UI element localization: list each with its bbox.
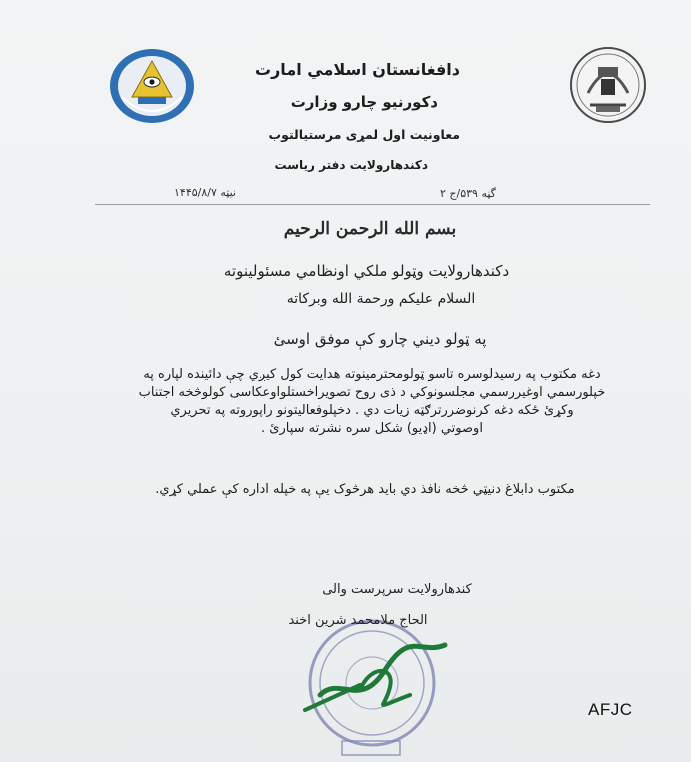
signatory-name: الحاج ملامحمد شرین اخند [288, 613, 428, 628]
signatory-title: کندهارولایت سرپرست والی [322, 582, 472, 597]
official-stamp [300, 615, 450, 760]
greeting: السلام علیکم ورحمة الله وبرکاته [286, 291, 476, 307]
letter-date: نیټه ۱۴۴۵/۸/۷ [174, 186, 236, 199]
addressee: دکندهارولایت وټولو ملکي اونظامي مسئولینوته [223, 262, 510, 280]
letter-body [108, 366, 636, 438]
closing-line: مکتوب دابلاغ دنیټي څخه نافذ دي باید هرڅوک یې په خپله اداره کې عملي کړي. [155, 482, 575, 497]
body-line: اوصوتي (اډیو) شکل سره نشرته سپارئ . [261, 421, 483, 436]
header-ministry: دکورنیو چارو وزارت [290, 93, 438, 111]
header-deputy: معاونیت اول لمړی مرستیالتوب [268, 127, 460, 142]
header-emirate: دافغانستان اسلامي امارت [255, 60, 460, 79]
body-line: خپلورسمي اوغیررسمي مجلسونوکي د ذی روح تصویراخستلواوعکاسی کولوڅخه اجتناب [138, 385, 606, 400]
header-divider [95, 204, 650, 205]
basmala: بسم الله الرحمن الرحیم [283, 219, 457, 239]
wish-line: په ټولو دیني چارو کې موفق اوسئ [273, 330, 487, 348]
header-office: دکندهارولایت دفتر ریاست [274, 158, 428, 172]
letter-number: گڼه ۵۳۹/ج ۲ [440, 187, 496, 200]
body-line: وکړئ ځکه دغه کرنوضررترګټه زیات دي . دخپلوفعالیتونو راپوروته په تحریري [170, 403, 574, 418]
emirate-emblem-logo [568, 45, 648, 125]
ministry-seal-logo [108, 47, 196, 125]
body-line: دغه مکتوب په رسیدلوسره تاسو ټولومحترمینوته هدایت کول کیږي چې دائینده لپاره په [143, 367, 601, 382]
watermark: AFJC [588, 700, 633, 719]
